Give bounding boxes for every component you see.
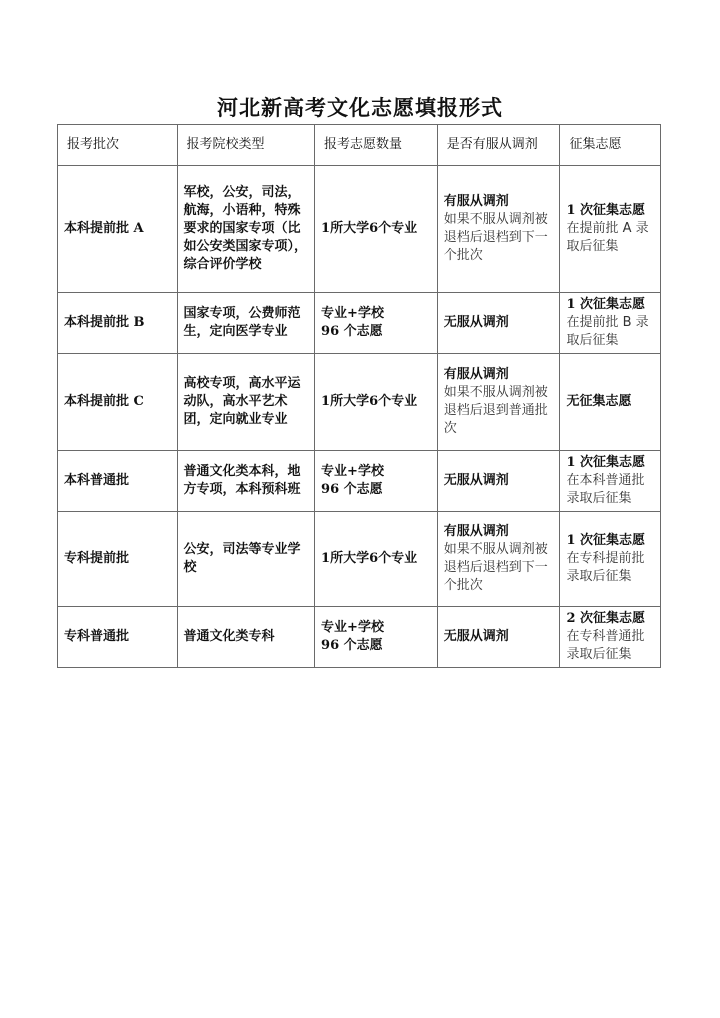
- solicit-cell: [560, 607, 661, 668]
- school-type-cell: 高校专项，高水平运动队，高水平艺术团，定向就业专业: [177, 354, 315, 451]
- solicit-cell: [560, 166, 661, 293]
- solicit-detail: 在专科普通批录取后征集: [566, 629, 645, 662]
- adjust-cell: [437, 512, 560, 607]
- table-row: [58, 451, 661, 512]
- solicit-detail: 在专科提前批录取后征集: [566, 551, 645, 584]
- school-type-cell: 普通文化类本科，地方专项，本科预科班: [177, 451, 315, 512]
- volunteer-form-table: [57, 124, 661, 668]
- header-volunteer-count: 报考志愿数量: [315, 125, 438, 166]
- count-line1: 专业+学校: [321, 464, 384, 479]
- header-batch: 报考批次: [58, 125, 178, 166]
- count-line1: 专业+学校: [321, 306, 384, 321]
- count-line1: 1所大学6个专业: [321, 221, 418, 236]
- page-title: 河北新高考文化志愿填报形式: [217, 95, 503, 120]
- count-cell: [315, 512, 438, 607]
- adjust-detail: 如果不服从调剂被退档后退档到下一个批次: [443, 542, 548, 593]
- solicit-detail: 在提前批 B 录取后征集: [566, 315, 649, 348]
- header-school-type: 报考院校类型: [177, 125, 315, 166]
- solicit-cell: [560, 354, 661, 451]
- adjust-cell: [437, 293, 560, 354]
- solicit-head: 1 次征集志愿: [566, 455, 646, 470]
- school-type-cell: 国家专项，公费师范生，定向医学专业: [177, 293, 315, 354]
- table-row: [58, 354, 661, 451]
- adjust-head: 有服从调剂: [443, 194, 509, 209]
- adjust-cell: [437, 607, 560, 668]
- table-row: [58, 512, 661, 607]
- count-line2: 96 个志愿: [321, 482, 383, 497]
- adjust-cell: [437, 166, 560, 293]
- header-adjustment: 是否有服从调剂: [437, 125, 560, 166]
- count-cell: [315, 607, 438, 668]
- solicit-head: 1 次征集志愿: [566, 533, 646, 548]
- adjust-head: 无服从调剂: [443, 473, 509, 488]
- solicit-head: 1 次征集志愿: [566, 297, 646, 312]
- solicit-cell: [560, 293, 661, 354]
- count-line2: 96 个志愿: [321, 324, 383, 339]
- batch-cell: 专科提前批: [58, 512, 178, 607]
- batch-cell: 本科提前批 C: [58, 354, 178, 451]
- count-cell: [315, 293, 438, 354]
- table-row: [58, 293, 661, 354]
- school-type-cell: 公安，司法等专业学校: [177, 512, 315, 607]
- table-header-row: [58, 125, 661, 166]
- header-solicitation: 征集志愿: [560, 125, 661, 166]
- solicit-head: 2 次征集志愿: [566, 611, 646, 626]
- adjust-cell: [437, 354, 560, 451]
- school-type-cell: 军校，公安，司法，航海，小语种，特殊要求的国家专项（比如公安类国家专项），综合评价学校: [177, 166, 315, 293]
- count-cell: [315, 166, 438, 293]
- batch-cell: 本科提前批 A: [58, 166, 178, 293]
- solicit-detail: 在本科普通批录取后征集: [566, 473, 645, 506]
- adjust-detail: 如果不服从调剂被退档后退档到下一个批次: [443, 212, 548, 263]
- adjust-head: 无服从调剂: [443, 315, 509, 330]
- batch-cell: 本科普通批: [58, 451, 178, 512]
- count-line1: 1所大学6个专业: [321, 394, 418, 409]
- batch-cell: 专科普通批: [58, 607, 178, 668]
- table-row: [58, 166, 661, 293]
- batch-cell: 本科提前批 B: [58, 293, 178, 354]
- adjust-head: 有服从调剂: [443, 367, 509, 382]
- count-line1: 专业+学校: [321, 620, 384, 635]
- adjust-head: 无服从调剂: [443, 629, 509, 644]
- solicit-cell: [560, 512, 661, 607]
- solicit-head: 无征集志愿: [566, 394, 632, 409]
- count-line2: 96 个志愿: [321, 638, 383, 653]
- adjust-detail: 如果不服从调剂被退档后退到普通批次: [443, 385, 548, 436]
- solicit-cell: [560, 451, 661, 512]
- count-cell: [315, 354, 438, 451]
- adjust-head: 有服从调剂: [443, 524, 509, 539]
- school-type-cell: 普通文化类专科: [177, 607, 315, 668]
- table-row: [58, 607, 661, 668]
- solicit-head: 1 次征集志愿: [566, 203, 646, 218]
- count-cell: [315, 451, 438, 512]
- count-line1: 1所大学6个专业: [321, 551, 418, 566]
- adjust-cell: [437, 451, 560, 512]
- solicit-detail: 在提前批 A 录取后征集: [566, 221, 649, 254]
